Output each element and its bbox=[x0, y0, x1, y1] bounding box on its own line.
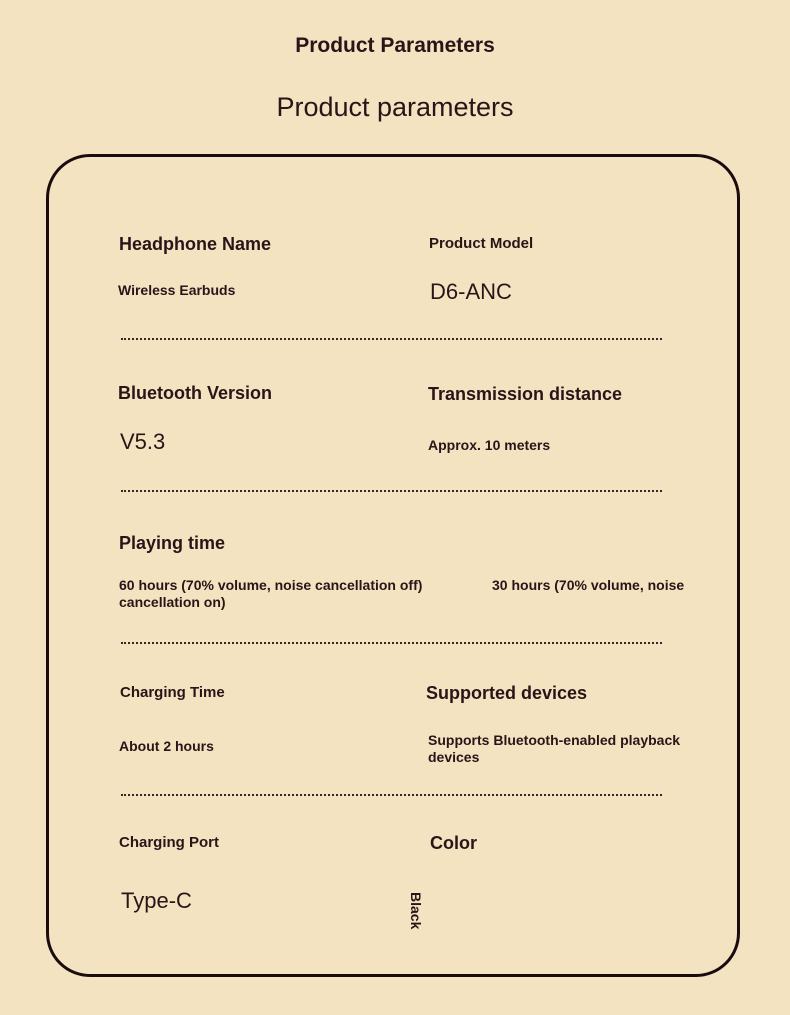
page-subtitle: Product parameters bbox=[276, 92, 514, 122]
separator bbox=[121, 642, 662, 644]
separator bbox=[121, 490, 662, 492]
color-label: Color bbox=[430, 833, 477, 853]
spec-card bbox=[46, 154, 740, 977]
supported-devices-value: Supports Bluetooth-enabled playback devices bbox=[428, 732, 681, 765]
playing-time-value-off: 60 hours (70% volume, noise cancellation off) bbox=[119, 577, 423, 593]
product-model-label: Product Model bbox=[429, 235, 534, 252]
charging-time-value: About 2 hours bbox=[119, 738, 214, 754]
color-value: Black bbox=[408, 892, 424, 930]
bluetooth-version-label: Bluetooth Version bbox=[118, 383, 273, 403]
playing-time-label: Playing time bbox=[119, 533, 226, 553]
playing-time-value-continued: cancellation on) bbox=[119, 594, 226, 610]
separator bbox=[121, 794, 662, 796]
separator bbox=[121, 338, 662, 340]
supported-devices-label: Supported devices bbox=[426, 683, 588, 703]
bluetooth-version-value: V5.3 bbox=[120, 429, 166, 454]
charging-port-label: Charging Port bbox=[119, 834, 219, 851]
headphone-name-label: Headphone Name bbox=[119, 234, 272, 254]
charging-time-label: Charging Time bbox=[120, 684, 225, 701]
transmission-distance-value: Approx. 10 meters bbox=[428, 437, 551, 453]
headphone-name-value: Wireless Earbuds bbox=[118, 282, 236, 298]
charging-port-value: Type-C bbox=[121, 888, 192, 913]
transmission-distance-label: Transmission distance bbox=[428, 384, 623, 404]
playing-time-value-on: 30 hours (70% volume, noise bbox=[492, 577, 685, 593]
page-title: Product Parameters bbox=[295, 34, 495, 57]
product-model-value: D6-ANC bbox=[430, 279, 512, 304]
